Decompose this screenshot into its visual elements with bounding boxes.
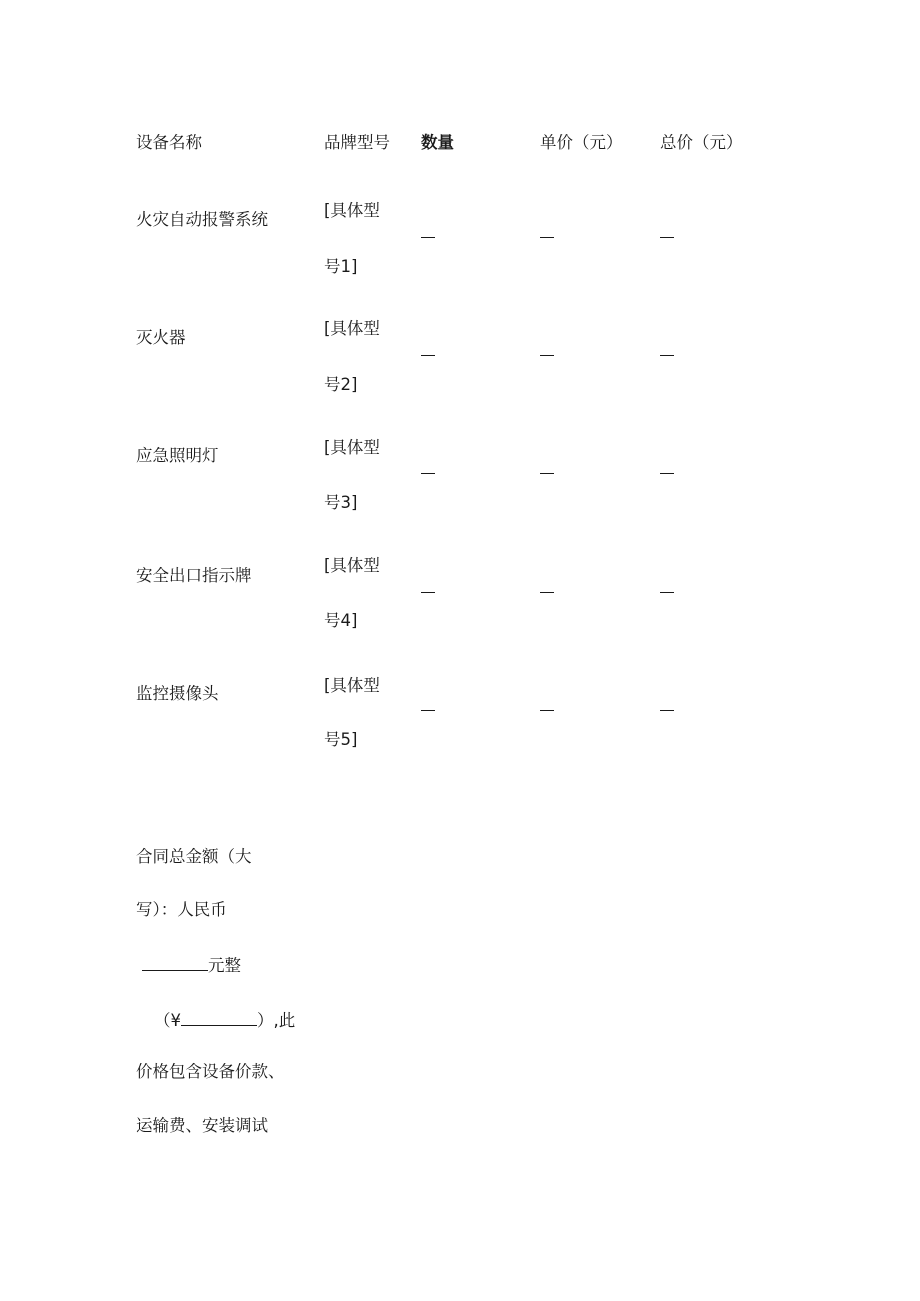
row-2-device-name: 灭火器 [136, 328, 186, 347]
row-4-model-line2: 号4] [324, 611, 358, 630]
row-1-model-line1: [具体型 [324, 201, 380, 220]
header-unit-price: 单价（元） [540, 133, 623, 152]
amount-figure-blank[interactable] [181, 1009, 257, 1026]
amount-line-4-prefix: （¥ [154, 1011, 181, 1030]
row-1-quantity [421, 237, 435, 238]
row-5-model-line2: 号5] [324, 730, 358, 749]
row-2-model-line1: [具体型 [324, 319, 380, 338]
header-device-name: 设备名称 [136, 133, 202, 152]
row-2-quantity [421, 355, 435, 356]
amount-line-4 [154, 1009, 295, 1031]
row-1-model-line2: 号1] [324, 257, 358, 276]
row-3-model-line1: [具体型 [324, 438, 380, 457]
header-quantity: 数量 [421, 133, 454, 152]
row-5-total-price [660, 710, 674, 711]
row-2-model-line2: 号2] [324, 375, 358, 394]
amount-line-5: 价格包含设备价款、 [136, 1062, 285, 1081]
amount-line-1: 合同总金额（大 [136, 847, 252, 866]
row-4-unit-price [540, 592, 554, 593]
amount-line-3 [142, 954, 241, 976]
row-5-model-line1: [具体型 [324, 676, 380, 695]
row-5-unit-price [540, 710, 554, 711]
row-1-device-name: 火灾自动报警系统 [136, 210, 268, 229]
row-1-total-price [660, 237, 674, 238]
row-4-device-name: 安全出口指示牌 [136, 566, 252, 585]
amount-line-6: 运输费、安装调试 [136, 1116, 268, 1135]
row-3-unit-price [540, 473, 554, 474]
amount-line-4-suffix: ）,此 [257, 1011, 296, 1030]
row-2-unit-price [540, 355, 554, 356]
row-3-device-name: 应急照明灯 [136, 446, 219, 465]
amount-words-blank[interactable] [142, 954, 208, 971]
row-2-total-price [660, 355, 674, 356]
row-5-device-name: 监控摄像头 [136, 684, 219, 703]
row-5-quantity [421, 710, 435, 711]
header-brand-model: 品牌型号 [324, 133, 390, 152]
amount-line-2: 写）：人民币 [136, 900, 227, 919]
row-1-unit-price [540, 237, 554, 238]
row-4-total-price [660, 592, 674, 593]
row-4-model-line1: [具体型 [324, 556, 380, 575]
amount-line-3-suffix: 元整 [208, 956, 241, 975]
header-total-price: 总价（元） [660, 133, 743, 152]
row-3-total-price [660, 473, 674, 474]
row-3-quantity [421, 473, 435, 474]
row-3-model-line2: 号3] [324, 493, 358, 512]
row-4-quantity [421, 592, 435, 593]
